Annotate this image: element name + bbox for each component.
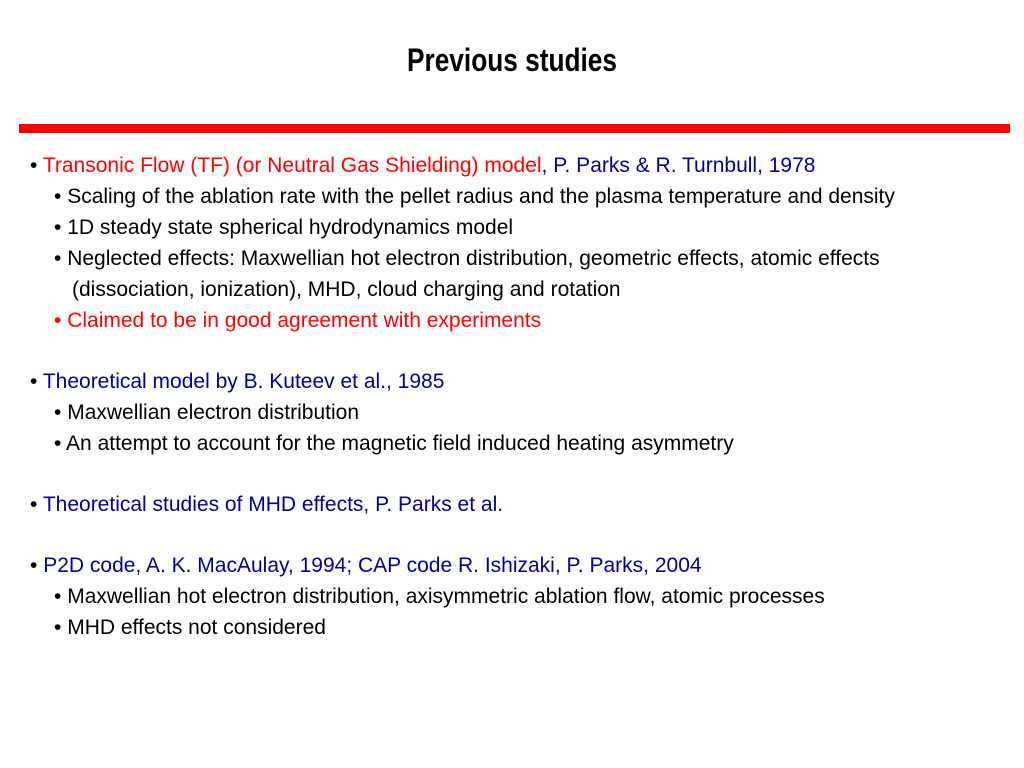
list-item-text: Claimed to be in good agreement with experiments xyxy=(67,309,542,332)
bullet: • xyxy=(54,216,62,239)
list-item xyxy=(30,397,1005,428)
list-item-text: Maxwellian hot electron distribution, axisymmetric ablation flow, atomic processes xyxy=(67,585,825,608)
heading-blue-text: Theoretical studies of MHD effects, P. Parks et al. xyxy=(42,493,504,516)
slide-body xyxy=(30,150,1005,643)
list-item-text: Maxwellian electron distribution xyxy=(67,401,360,424)
title-divider xyxy=(19,124,1010,133)
section-heading-tf-model xyxy=(30,150,1005,181)
list-item xyxy=(30,581,1005,612)
spacer xyxy=(30,336,1005,366)
bullet: • xyxy=(54,585,62,608)
list-item-text: An attempt to account for the magnetic field induced heating asymmetry xyxy=(66,432,734,455)
bullet: • xyxy=(30,554,38,577)
spacer xyxy=(30,459,1005,489)
bullet: • xyxy=(54,185,62,208)
list-item-highlight xyxy=(30,305,1005,336)
bullet: • xyxy=(54,432,62,455)
bullet: • xyxy=(54,401,62,424)
list-item-text: 1D steady state spherical hydrodynamics model xyxy=(67,216,514,239)
bullet: • xyxy=(30,154,38,177)
heading-blue-text: P2D code, A. K. MacAulay, 1994; CAP code R. Ishizaki, P. Parks, 2004 xyxy=(43,554,702,577)
list-item-text: MHD effects not considered xyxy=(67,616,326,639)
bullet: • xyxy=(30,493,38,516)
section-heading-mhd-studies xyxy=(30,489,1005,520)
list-item-text: Scaling of the ablation rate with the pellet radius and the plasma temperature and density xyxy=(67,185,895,208)
list-item xyxy=(30,428,1005,459)
spacer xyxy=(30,520,1005,550)
list-item xyxy=(30,212,1005,243)
slide-title: Previous studies xyxy=(407,42,617,78)
heading-blue-text: , P. Parks & R. Turnbull, 1978 xyxy=(541,154,816,177)
bullet: • xyxy=(54,616,62,639)
heading-red-text: Transonic Flow (TF) (or Neutral Gas Shielding) model xyxy=(42,154,542,177)
list-item xyxy=(30,181,1005,212)
list-item xyxy=(30,243,1005,305)
list-item-text: Neglected effects: Maxwellian hot electron distribution, geometric effects, atomic effects (dissociation, ionization), MHD, cloud charging and rotation xyxy=(67,247,880,301)
bullet: • xyxy=(54,247,62,270)
section-heading-kuteev-model xyxy=(30,366,1005,397)
list-item xyxy=(30,612,1005,643)
section-heading-p2d-cap-codes xyxy=(30,550,1005,581)
bullet: • xyxy=(54,309,62,332)
bullet: • xyxy=(30,370,38,393)
heading-blue-text: Theoretical model by B. Kuteev et al., 1985 xyxy=(42,370,445,393)
